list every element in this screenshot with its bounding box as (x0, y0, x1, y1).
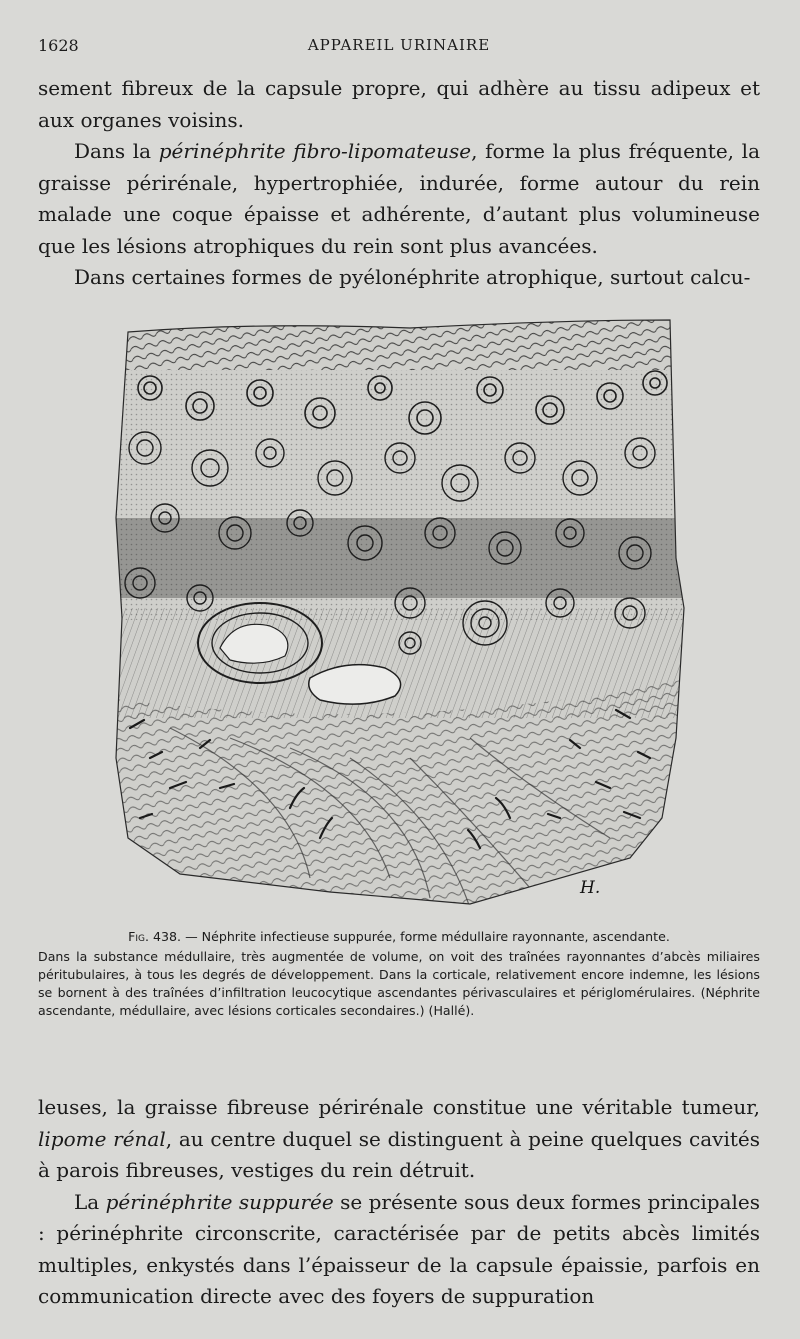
text-run: , au centre duquel se distinguent à peine quelques cavités à parois fibreuses, vestiges du rein détruit. (38, 1126, 760, 1182)
histology-drawing (110, 318, 692, 918)
page-number: 1628 (38, 36, 79, 55)
caption-legend: Dans la substance médullaire, très augmentée de volume, on voit des traînées rayonnantes d’abcès miliaires péritubulaires, à tous les degrés de développement. Dans la corticale, relativement encore indemne, les lésions se bornent à des traînées d’infiltration leucocytique ascendantes périvasculaires et périglomérulaires. (Néphrite ascendante, médullaire, avec lésions corticales secondaires.) (Hallé). (38, 949, 760, 1018)
text-run: leuses, la graisse fibreuse périrénale constitue une véritable tumeur, (38, 1095, 760, 1119)
text-run: , forme la plus fréquente, la graisse périrénale, hypertrophiée, indurée, forme autour du rein malade une coque épaisse et adhérente, d’autant plus volumineuse que les lésions atrophiques du rein sont plus avancées. (38, 139, 760, 258)
paragraph-lipome-renal (38, 1092, 760, 1187)
caption-title (38, 928, 760, 946)
text-run: Dans la (74, 139, 159, 163)
italic-term: lipome rénal (38, 1126, 166, 1151)
paragraph-perinephrite-suppuree (38, 1187, 760, 1313)
histology-illustration (110, 318, 692, 918)
running-title: APPAREIL URINAIRE (307, 36, 491, 54)
figure-label: Fig. 438. (128, 929, 182, 944)
bottom-text-block (38, 1092, 760, 1313)
figure-caption (38, 928, 760, 1020)
tissue-section (110, 318, 692, 918)
italic-term: périnéphrite suppurée (105, 1189, 334, 1214)
paragraph-continuation: sement fibreux de la capsule propre, qui adhère au tissu adipeux et aux organes voisins. (38, 76, 760, 132)
paragraph-fibro-lipomateuse (38, 136, 760, 262)
italic-term: périnéphrite fibro-lipomateuse (158, 139, 472, 163)
artist-signature: H. (580, 878, 601, 898)
paragraph-pyelonephrite: Dans certaines formes de pyélonéphrite atrophique, surtout calcu- (74, 265, 751, 289)
top-text-block (38, 73, 760, 294)
text-run: se présente sous deux formes principales : périnéphrite circonscrite, caractérisée par de petits abcès limités multiples, enkystés dans l’épaisseur de la capsule épaissie, parfois en communication directe avec des foyers de suppuration (38, 1189, 761, 1308)
running-head (38, 36, 760, 58)
text-run: La (74, 1189, 106, 1214)
figure-title: — Néphrite infectieuse suppurée, forme médullaire rayonnante, ascendante. (181, 929, 670, 944)
